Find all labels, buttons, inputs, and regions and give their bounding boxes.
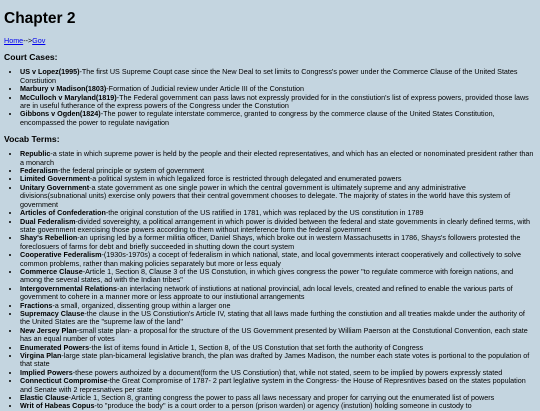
vocab-definition: -large state plan-bicameral legislative branch, the plan was drafted by James Madison, the number each state votes is portional to the population of that state <box>20 351 530 369</box>
list-item <box>20 234 534 251</box>
page-title: Chapter 2 <box>4 10 76 27</box>
vocab-term: Federalism <box>20 166 58 176</box>
breadcrumb-home-link[interactable]: Home <box>4 36 24 45</box>
vocab-term: Elastic Clause <box>20 393 69 403</box>
court-case-description: -Formation of Judicial review under Article III of the Constution <box>106 84 305 94</box>
list-item <box>20 184 534 209</box>
vocab-definition: -the federal principle or system of government <box>57 166 205 176</box>
vocab-definition: -to "produce the body" is a court order to a person (prison warden) or agency (instution) holding someone in custody to <box>94 401 472 411</box>
court-case-name: Marbury v Madison(1803) <box>20 84 107 94</box>
vocab-term: Supremacy Clause <box>20 308 85 318</box>
breadcrumb-gov-link[interactable]: Gov <box>32 36 46 45</box>
vocab-term: Fractions <box>20 300 53 310</box>
list-item <box>20 68 534 85</box>
vocab-definition: -a small, organized, dissenting group within a larger one <box>52 300 231 310</box>
vocab-term: Intergovernmental Relations <box>20 283 118 293</box>
vocab-term: Unitary Government <box>20 182 90 192</box>
vocab-definition: -a state in which supreme power is held by the people and their elected representatives, and which has an elected or nonominated president rather than a monarch <box>20 149 534 167</box>
list-item <box>20 268 534 285</box>
list-item <box>20 110 534 127</box>
vocab-definition: -(1930s-1970s) a cocept of federalism in which national, state, and local governments interact cooperatively and collectively to solve common problems, rather than making policies separately but more or less equaly <box>20 250 521 268</box>
vocab-definition: -the list of items found in Article 1, Section 8, of the US Constution that set forth the authority of Congress <box>89 342 424 352</box>
list-item <box>20 285 534 302</box>
vocab-term: Shay's Rebellion <box>20 233 78 243</box>
court-case-name: Gibbons v Ogden(1824) <box>20 109 101 119</box>
court-cases-heading: Court Cases: <box>4 52 58 63</box>
list-item <box>20 94 534 111</box>
vocab-definition: -Article 1, Section 8, granting congress the power to pass all laws necessary and proper for carrying out the enumerated list of powers <box>68 393 495 403</box>
page-content <box>4 0 534 411</box>
vocab-term: Limited Government <box>20 174 90 184</box>
vocab-definition: -the clause in the US Constiution's Article IV, stating that all laws made furthing the constiution and all treaties makde under the authority of the United States are the "supreme law of the land" <box>20 308 525 327</box>
vocab-definition: -the original constution of the US ratified in 1781, which was replaced by the US constitution in 1789 <box>105 208 424 218</box>
list-item <box>20 327 534 344</box>
list-item <box>20 377 534 394</box>
court-case-description: -The Federal government can pass laws not expressly provided for in the constiution's list of express powers, provided those laws are in useful futherance of the express powers of the Congress under the Constution <box>20 92 529 111</box>
vocab-term: Cooperative Federalism <box>20 250 102 260</box>
court-case-description: -The power to regulate interstate commerce, granted to congress by the commerce clause of the United States Constitution, encompassed the power to regulate navigation <box>20 109 495 127</box>
vocab-term: Republic <box>20 149 51 159</box>
vocab-definition: -an interlacing network of instiutions at national provincial, adn local levels, created and refined to enable the various parts of government to cohere in a manner more or less approate to our instiutional arrangements <box>20 283 513 302</box>
vocab-definition: -Article 1, Section 8, Clause 3 of the US Constution, in which gives congress the power "to regulate commerce with foreign nations, and among the several states, ad with the Indian tribes" <box>20 266 514 285</box>
list-item <box>20 251 534 268</box>
vocab-terms-list <box>4 150 534 411</box>
vocab-term: Dual Federalism <box>20 216 76 226</box>
court-case-name: US v Lopez(1995) <box>20 67 80 77</box>
vocab-definition: -these powers authoized by a document(form the US Constiution) that, while not stated, seem to be implied by powers expressly stated <box>72 367 503 377</box>
vocab-definition: -divided sovereighty, a political arrangement in which power is divided between the federal and state governments in clearly defined terms, with state government exercising those powers according to them without interference form the federal government <box>20 216 531 234</box>
vocab-term: New Jersey Plan <box>20 325 77 335</box>
vocab-term: Writ of Habeas Copus <box>20 401 95 411</box>
court-case-name: McCulloch v Maryland(1819) <box>20 92 117 102</box>
vocab-term: Connecticut Compromise <box>20 376 108 386</box>
vocab-term: Implied Powers <box>20 367 73 377</box>
list-item <box>20 310 534 327</box>
court-case-description: -The first US Supreme Coupt case since the New Deal to set limits to Congress's power under the Commerce Clause of the United States Constiution <box>20 67 518 85</box>
vocab-definition: -a political system in which legalized force is restricted through delegated and enumerated powers <box>89 174 402 184</box>
vocab-definition: -small state plan- a proposal for the structure of the US Government presented by William Paerson at the Constutional Convention, each state has an equal number of votes <box>20 325 528 344</box>
court-cases-list <box>4 68 534 127</box>
vocab-term: Virgina Plan <box>20 351 62 360</box>
vocab-definition: -an uprising led by a former militia officer, Daniel Shays, which broke out in western Massachusetts in 1786, Shays's followers protested the foreclosuers of farms for debt and briefly succeeded in shutting down the court system <box>20 233 521 251</box>
list-item <box>20 402 534 410</box>
breadcrumb-separator: --> <box>23 36 33 45</box>
breadcrumb <box>4 37 534 45</box>
vocab-definition: -the Great Compromise of 1787- 2 part leglative system in the Congress- the House of Represntives based on the states population and Senate with 2 represnatives per state <box>20 376 526 394</box>
vocab-definition: -a state government as one single power in which the central government is ultimately supreme and any administrative divisions(subnational units) exercise only powers that their central government chooses to delegate. The majority of states in the world have this system of government <box>20 182 511 209</box>
list-item <box>20 150 534 167</box>
vocab-term: Articles of Confederation <box>20 208 106 218</box>
vocab-term: Commerce Clause <box>20 266 83 276</box>
list-item <box>20 352 534 369</box>
vocab-term: Enumerated Powers <box>20 342 90 352</box>
list-item <box>20 218 534 235</box>
vocab-terms-heading: Vocab Terms: <box>4 134 60 145</box>
